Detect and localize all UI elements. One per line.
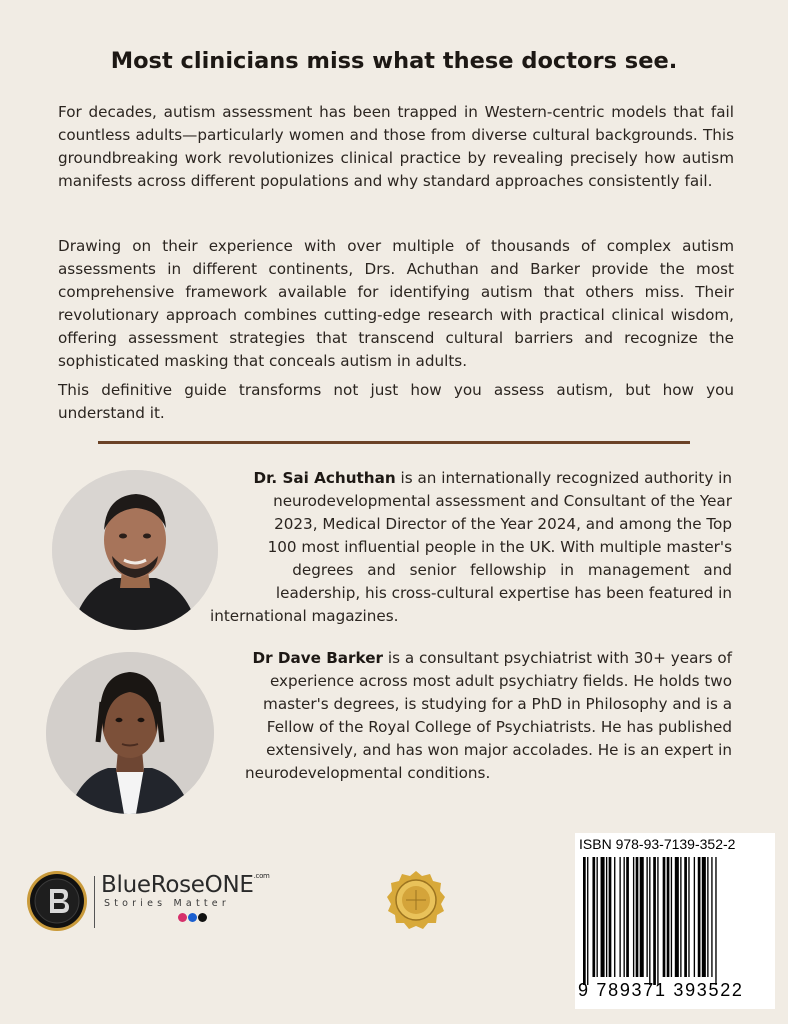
isbn-digits: 9 789371 393522 [578,980,744,1000]
section-divider [98,441,690,444]
back-cover-title: Most clinicians miss what these doctors see. [110,48,678,74]
author-bio-achuthan: Dr. Sai Achuthan is an internationally recognized authority in neurodevelopmental assessment and Consultant of the Year 2023, Medical Director of the Year 2024, and among the Top 100 most influential people in the UK. With multiple master's degrees and senior fellowship in management and leadership, his cross-cultural expertise has been featured in international magazines. [210,469,732,625]
author-photo-barker [46,652,214,814]
publisher-logo-icon [26,870,88,932]
isbn-barcode [575,833,775,1009]
x-icon [198,913,207,922]
award-seal-icon [386,870,446,932]
author-photo-achuthan [52,470,218,630]
publisher-divider [94,876,95,928]
publisher-name: BlueRoseONE$^{.com}$ [101,872,270,898]
author-bio-barker: Dr Dave Barker is a consultant psychiatrist with 30+ years of experience across most adult psychiatry fields. He holds two master's degrees, is studying for a PhD in Philosophy and is a Fellow of the Royal College of Psychiatrists. He has published extensively, and has won major accolades. He is an expert in neurodevelopmental conditions. [245,649,732,782]
description-paragraph-1: For decades, autism assessment has been trapped in Western-centric models that fail countless adults—particularly women and those from diverse cultural backgrounds. This groundbreaking work revolutionizes clinical practice by revealing precisely how autism manifests across different populations and why standard approaches consistently fail. [58,103,734,190]
description-paragraph-2: Drawing on their experience with over multiple of thousands of complex autism assessments in different continents, Drs. Achuthan and Barker provide the most comprehensive framework available for identifying autism that others miss. Their revolutionary approach combines cutting-edge research with practical clinical wisdom, offering assessment strategies that transcend cultural barriers and recognize the sophisticated masking that conceals autism in adults. [58,237,734,370]
publisher-tagline: Stories Matter [104,898,230,909]
description-paragraph-3: This definitive guide transforms not just how you assess autism, but how you understand it. [58,381,734,422]
author-name-barker: Dr Dave Barker [252,649,384,667]
social-icons [178,913,207,922]
isbn-label: ISBN 978-93-7139-352-2 [579,836,736,852]
instagram-icon [178,913,187,922]
author-name-achuthan: Dr. Sai Achuthan [253,469,396,487]
facebook-icon [188,913,197,922]
